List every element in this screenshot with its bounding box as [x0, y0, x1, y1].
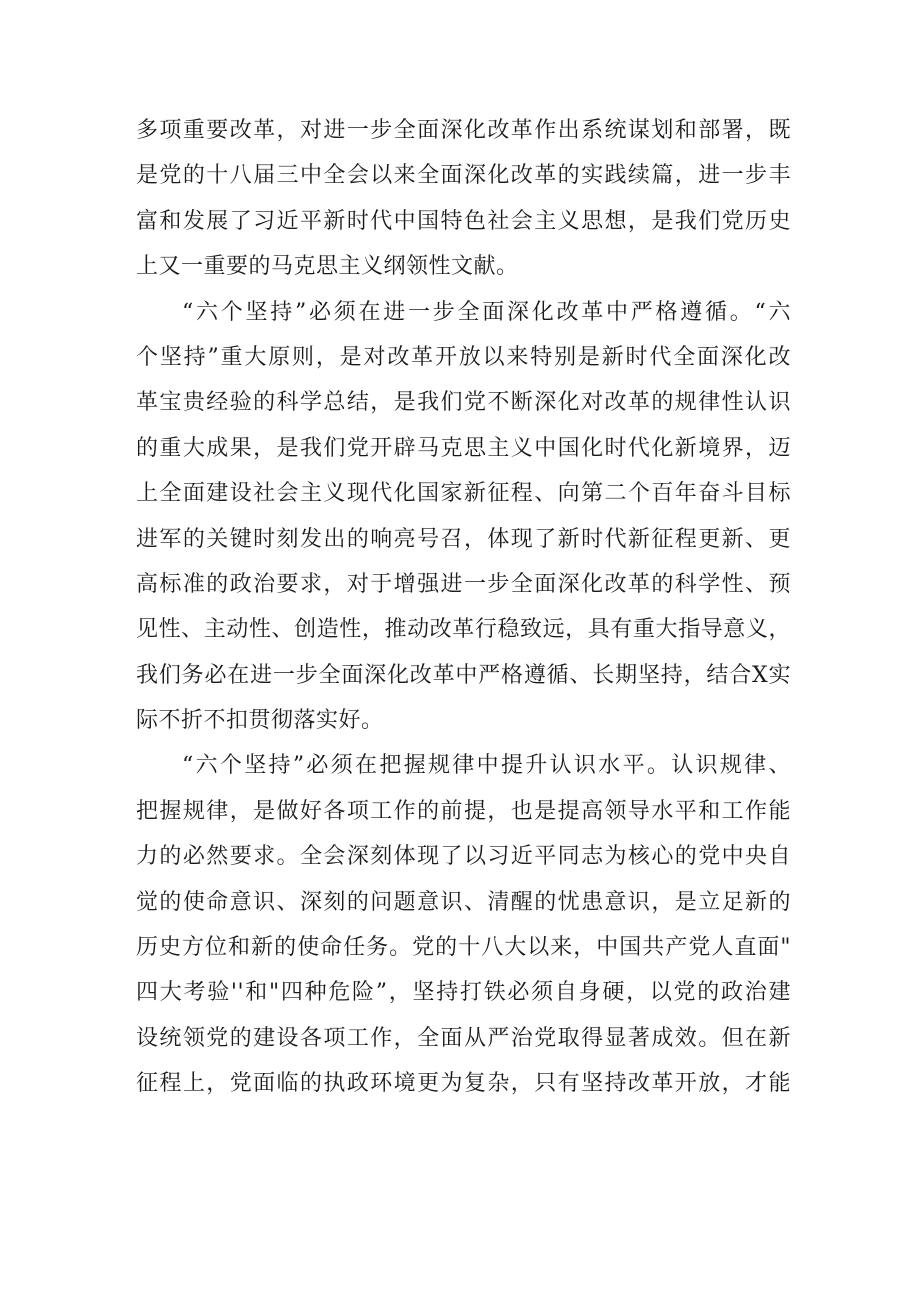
text-line: 个坚持”重大原则，是对改革开放以来特别是新时代全面深化改: [136, 344, 791, 370]
text-line: 历史方位和新的使命任务。党的十八大以来，中国共产党人直面": [136, 935, 791, 961]
paragraph-3: [136, 743, 791, 1106]
text-line: 是党的十八届三中全会以来全面深化改革的实践续篇，进一步丰: [136, 163, 791, 189]
text-line: “六个坚持”必须在进一步全面深化改革中严格遵循。“六: [182, 299, 791, 325]
text-line: 上又一重要的马克思主义纲领性文献。: [136, 254, 519, 280]
paragraph-1: [136, 108, 791, 290]
text-line: 征程上，党面临的执政环境更为复杂，只有坚持改革开放，才能: [136, 1071, 791, 1097]
text-line: 上全面建设社会主义现代化国家新征程、向第二个百年奋斗目标: [136, 481, 791, 507]
text-line: 高标准的政治要求，对于增强进一步全面深化改革的科学性、预: [136, 571, 791, 597]
body-text: [136, 108, 791, 1107]
text-line: 多项重要改革，对进一步全面深化改革作出系统谋划和部署，既: [136, 118, 791, 143]
text-line: 觉的使命意识、深刻的问题意识、清醒的忧患意识，是立足新的: [136, 889, 791, 915]
text-line: 把握规律，是做好各项工作的前提，也是提高领导水平和工作能: [136, 798, 791, 824]
text-line: 设统领党的建设各项工作，全面从严治党取得显著成效。但在新: [136, 1025, 791, 1051]
text-line: “六个坚持”必须在把握规律中提升认识水平。认识规律、: [182, 753, 791, 779]
text-line: 富和发展了习近平新时代中国特色社会主义思想，是我们党历史: [136, 208, 791, 234]
text-line: 我们务必在进一步全面深化改革中严格遵循、长期坚持，结合X实: [136, 662, 791, 688]
text-line: 进军的关键时刻发出的响亮号召，体现了新时代新征程更新、更: [136, 526, 791, 552]
text-line: 力的必然要求。全会深刻体现了以习近平同志为核心的党中央自: [136, 844, 791, 870]
text-line: 的重大成果，是我们党开辟马克思主义中国化时代化新境界，迈: [136, 435, 791, 461]
text-line: 四大考验''和"四种危险”，坚持打铁必须自身硬，以党的政治建: [136, 980, 791, 1006]
text-line: 见性、主动性、创造性，推动改革行稳致远，具有重大指导意义，: [136, 617, 791, 643]
text-line: 际不折不扣贯彻落实好。: [136, 708, 384, 734]
text-line: 革宝贵经验的科学总结，是我们党不断深化对改革的规律性认识: [136, 390, 791, 416]
paragraph-2: [136, 290, 791, 744]
